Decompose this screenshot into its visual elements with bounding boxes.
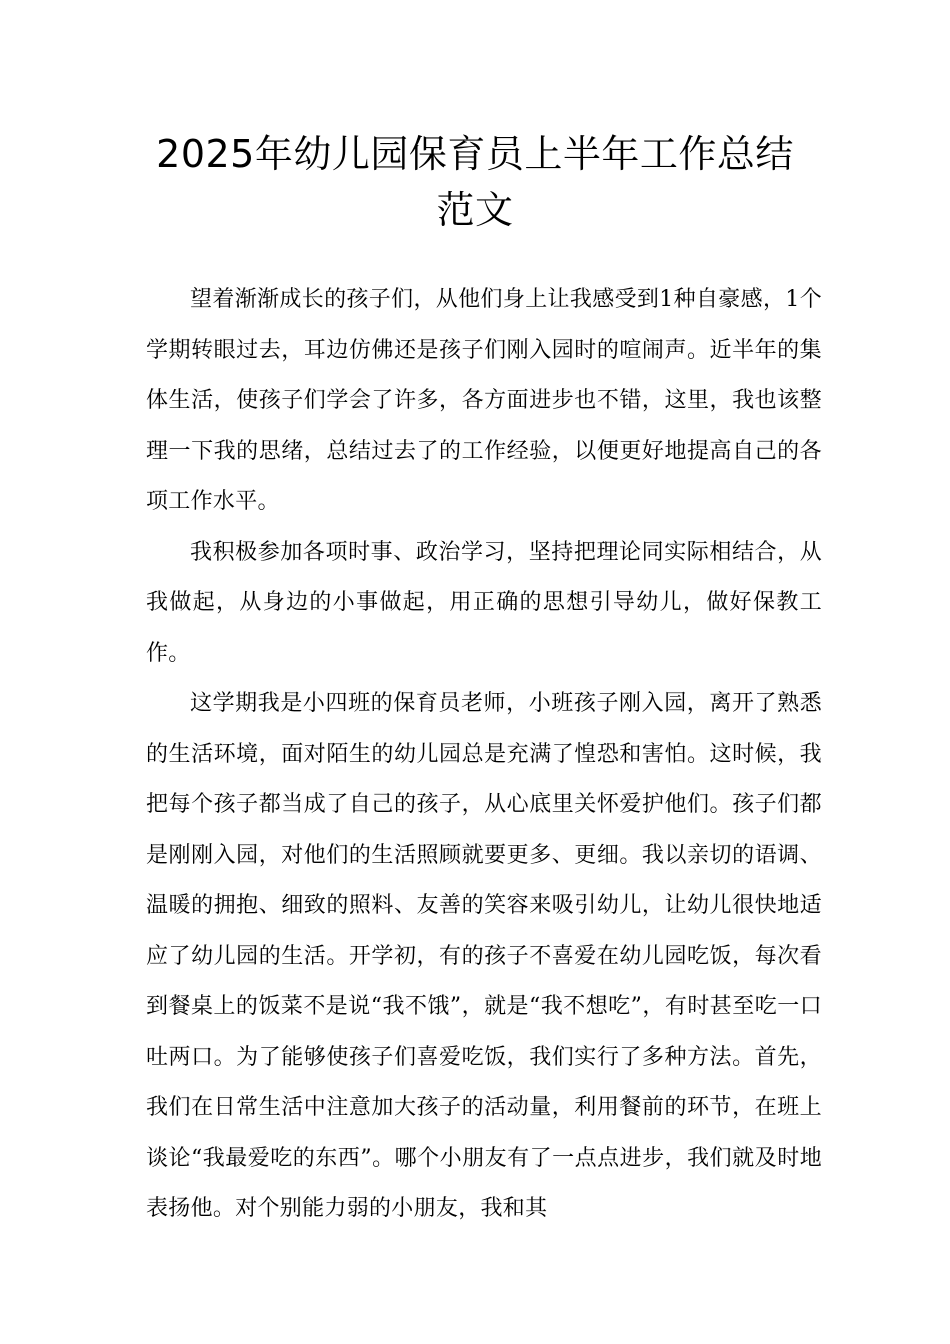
paragraph-3: 这学期我是小四班的保育员老师，小班孩子刚入园，离开了熟悉的生活环境，面对陌生的幼儿园总是充满了惶恐和害怕。这时候，我把每个孩子都当成了自己的孩子，从心底里关怀爱护他们。孩子们都是刚刚入园，对他们的生活照顾就要更多、更细。我以亲切的语调、温暖的拥抱、细致的照料、友善的笑容来吸引幼儿，让幼儿很快地适应了幼儿园的生活。开学初，有的孩子不喜爱在幼儿园吃饭，每次看到餐桌上的饭菜不是说“我不饿”，就是“我不想吃”，有时甚至吃一口吐两口。为了能够使孩子们喜爱吃饭，我们实行了多种方法。首先，我们在日常生活中注意加大孩子的活动量，利用餐前的环节，在班上谈论“我最爱吃的东西”。哪个小朋友有了一点点进步，我们就及时地表扬他。对个别能力弱的小朋友，我和其 <box>146 691 822 1221</box>
paragraph-2: 我积极参加各项时事、政治学习，坚持把理论同实际相结合，从我做起，从身边的小事做起，用正确的思想引导幼儿，做好保教工作。 <box>146 539 822 666</box>
document-body <box>146 275 822 1235</box>
paragraph-1: 望着渐渐成长的孩子们，从他们身上让我感受到1种自豪感，1个学期转眼过去，耳边仿佛还是孩子们刚入园时的喧闹声。近半年的集体生活，使孩子们学会了许多，各方面进步也不错，这里，我也该整理一下我的思绪，总结过去了的工作经验，以便更好地提高自己的各项工作水平。 <box>146 287 822 514</box>
document-title: 2025年幼儿园保育员上半年工作总结范文 <box>156 132 794 232</box>
